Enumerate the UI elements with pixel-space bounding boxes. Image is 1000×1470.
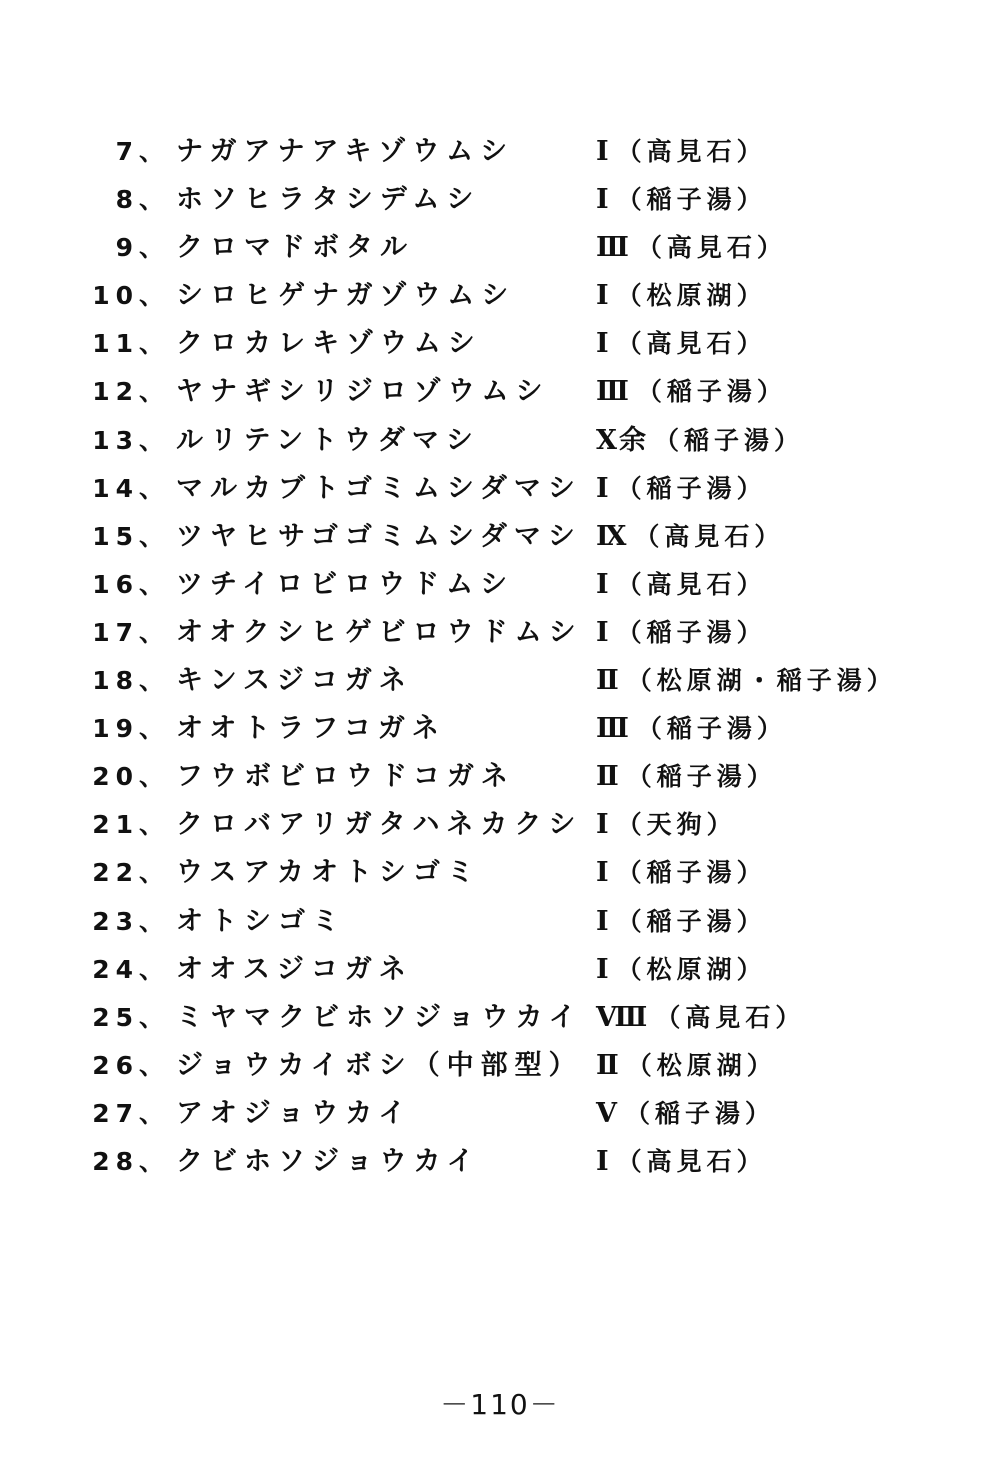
rank-numeral: Ⅰ — [596, 809, 611, 841]
collection-location: （稲子湯） — [616, 858, 767, 888]
species-name: ホソヒラタシデムシ — [176, 184, 481, 216]
collection-location: （高見石） — [616, 1146, 767, 1176]
entry-number: 14、 — [92, 473, 170, 503]
rank-numeral: Ⅰ — [596, 857, 611, 889]
collection-location: （松原湖） — [616, 954, 767, 984]
rank-numeral: Ⅱ — [596, 761, 621, 793]
collection-location: （稲子湯） — [616, 185, 767, 215]
list-item — [80, 368, 980, 416]
rank-numeral: Ⅰ — [596, 568, 611, 600]
entry-number: 19、 — [92, 714, 170, 744]
entry-number: 16、 — [92, 569, 170, 599]
rank-and-location — [596, 994, 805, 1042]
collection-location: （天狗） — [616, 810, 737, 840]
entry-number: 7、 — [115, 137, 170, 166]
list-item — [80, 224, 980, 272]
species-name: ツチイロビロウドムシ — [176, 568, 515, 600]
rank-and-location — [596, 465, 767, 513]
collection-location: （高見石） — [616, 569, 767, 599]
species-name: オオクシヒゲビロウドムシ — [176, 616, 583, 648]
list-item — [80, 898, 980, 946]
list-item — [80, 272, 980, 320]
rank-numeral: Ⅱ — [596, 1049, 621, 1081]
collection-location: （稲子湯） — [636, 714, 787, 744]
list-item — [80, 609, 980, 657]
rank-numeral: Ⅷ — [596, 1001, 650, 1033]
list-item — [80, 994, 980, 1042]
list-item — [80, 946, 980, 994]
species-name: ナガアナアキゾウムシ — [176, 136, 515, 167]
entry-number: 11、 — [92, 329, 170, 359]
rank-and-location — [596, 368, 787, 416]
list-item — [80, 1090, 980, 1138]
list-item — [80, 561, 980, 609]
entry-number: 25、 — [92, 1002, 170, 1032]
species-list — [80, 128, 980, 1186]
list-item — [80, 465, 980, 513]
entry-number: 28、 — [92, 1146, 170, 1176]
species-name: ウスアカオトシゴミ — [176, 857, 481, 889]
list-item — [80, 849, 980, 897]
species-name: クロカレキゾウムシ — [176, 328, 482, 360]
collection-location: （松原湖・稲子湯） — [626, 666, 897, 696]
collection-location: （稲子湯） — [636, 377, 787, 407]
species-name: オオトラフコガネ — [176, 713, 446, 745]
list-item — [80, 176, 980, 224]
rank-and-location — [596, 224, 787, 272]
rank-and-location — [596, 801, 737, 849]
entry-number: 17、 — [92, 617, 170, 647]
collection-location: （松原湖） — [616, 281, 767, 311]
rank-and-location — [596, 417, 804, 465]
rank-numeral: Ⅰ — [596, 328, 611, 360]
entry-number: 18、 — [92, 666, 170, 696]
rank-and-location — [596, 320, 767, 368]
rank-and-location — [596, 946, 767, 994]
rank-numeral: Ⅰ — [596, 616, 611, 648]
rank-and-location — [596, 1042, 777, 1090]
rank-numeral: Ⅴ — [596, 1097, 619, 1129]
entry-number: 9、 — [115, 233, 170, 263]
list-item — [80, 705, 980, 753]
rank-numeral: Ⅰ — [596, 905, 611, 937]
entry-number: 21、 — [92, 810, 170, 840]
species-name: ミヤマクビホソジョウカイ — [176, 1001, 583, 1033]
collection-location: （高見石） — [616, 329, 767, 359]
species-name: クロバアリガタハネカクシ — [176, 809, 583, 841]
collection-location: （稲子湯） — [653, 425, 804, 455]
collection-location: （松原湖） — [626, 1050, 777, 1080]
rank-and-location — [596, 849, 767, 897]
list-item — [80, 753, 980, 801]
rank-and-location — [596, 898, 767, 946]
entry-number: 22、 — [92, 858, 170, 888]
collection-location: （高見石） — [634, 521, 785, 551]
rank-and-location — [596, 753, 777, 801]
entry-number: 20、 — [92, 762, 170, 792]
collection-location: （高見石） — [655, 1002, 806, 1032]
rank-and-location — [596, 705, 787, 753]
species-name: マルカブトゴミムシダマシ — [176, 472, 582, 504]
rank-and-location — [596, 513, 784, 561]
rank-and-location — [596, 609, 767, 657]
list-item — [80, 417, 980, 465]
collection-location: （高見石） — [616, 137, 767, 166]
entry-number: 26、 — [92, 1050, 170, 1080]
species-name: キンスジコガネ — [176, 665, 413, 697]
species-name: ツヤヒサゴゴミムシダマシ — [176, 520, 582, 552]
rank-numeral: Ⅰ — [596, 953, 611, 985]
rank-and-location — [596, 1138, 767, 1186]
entry-number: 13、 — [92, 425, 170, 455]
list-item — [80, 657, 980, 705]
entry-number: 15、 — [92, 521, 170, 551]
species-name: アオジョウカイ — [176, 1097, 413, 1129]
entry-number: 23、 — [92, 906, 170, 936]
collection-location: （稲子湯） — [626, 762, 777, 792]
rank-numeral: Ⅱ — [596, 665, 621, 697]
entry-number: 12、 — [92, 377, 170, 407]
rank-numeral: Ⅲ — [596, 713, 631, 745]
rank-and-location — [596, 657, 897, 705]
rank-and-location — [596, 128, 767, 176]
rank-numeral: Ⅲ — [596, 232, 631, 264]
collection-location: （稲子湯） — [616, 617, 767, 647]
species-name: フウボビロウドコガネ — [176, 761, 515, 793]
entry-number: 24、 — [92, 954, 170, 984]
rank-numeral: Ⅰ — [596, 1145, 611, 1177]
collection-location: （稲子湯） — [616, 473, 767, 503]
entry-number: 27、 — [92, 1098, 170, 1128]
rank-and-location — [596, 561, 767, 609]
list-item — [80, 1042, 980, 1090]
species-name: ルリテントウダマシ — [176, 424, 480, 456]
species-name: クロマドボタル — [176, 232, 414, 264]
collection-location: （稲子湯） — [624, 1098, 775, 1128]
list-item — [80, 1138, 980, 1186]
collection-location: （稲子湯） — [616, 906, 767, 936]
entry-number: 8、 — [115, 185, 170, 215]
list-item — [80, 513, 980, 561]
species-name: オオスジコガネ — [176, 953, 413, 985]
species-name: オトシゴミ — [176, 905, 346, 937]
rank-numeral: Ⅰ — [596, 472, 611, 504]
rank-and-location — [596, 176, 767, 224]
species-name: ジョウカイボシ（中部型） — [176, 1049, 583, 1081]
list-item — [80, 801, 980, 849]
rank-and-location — [596, 272, 767, 320]
rank-numeral: Ⅲ — [596, 376, 631, 408]
rank-numeral: Ⅰ — [596, 280, 611, 312]
rank-numeral: Ⅸ — [596, 520, 629, 552]
list-item — [80, 320, 980, 368]
species-name: クビホソジョウカイ — [176, 1145, 481, 1177]
species-name: シロヒゲナガゾウムシ — [176, 280, 516, 312]
entry-number: 10、 — [92, 281, 170, 311]
list-item — [80, 128, 980, 176]
page-number: －110－ — [440, 1388, 560, 1421]
species-name: ヤナギシリジロゾウムシ — [176, 376, 550, 408]
collection-location: （高見石） — [636, 233, 787, 263]
rank-and-location — [596, 1090, 775, 1138]
rank-numeral: Ⅰ — [596, 136, 611, 167]
rank-numeral: Ⅰ — [596, 184, 611, 216]
rank-numeral: Ⅹ余 — [596, 424, 648, 456]
